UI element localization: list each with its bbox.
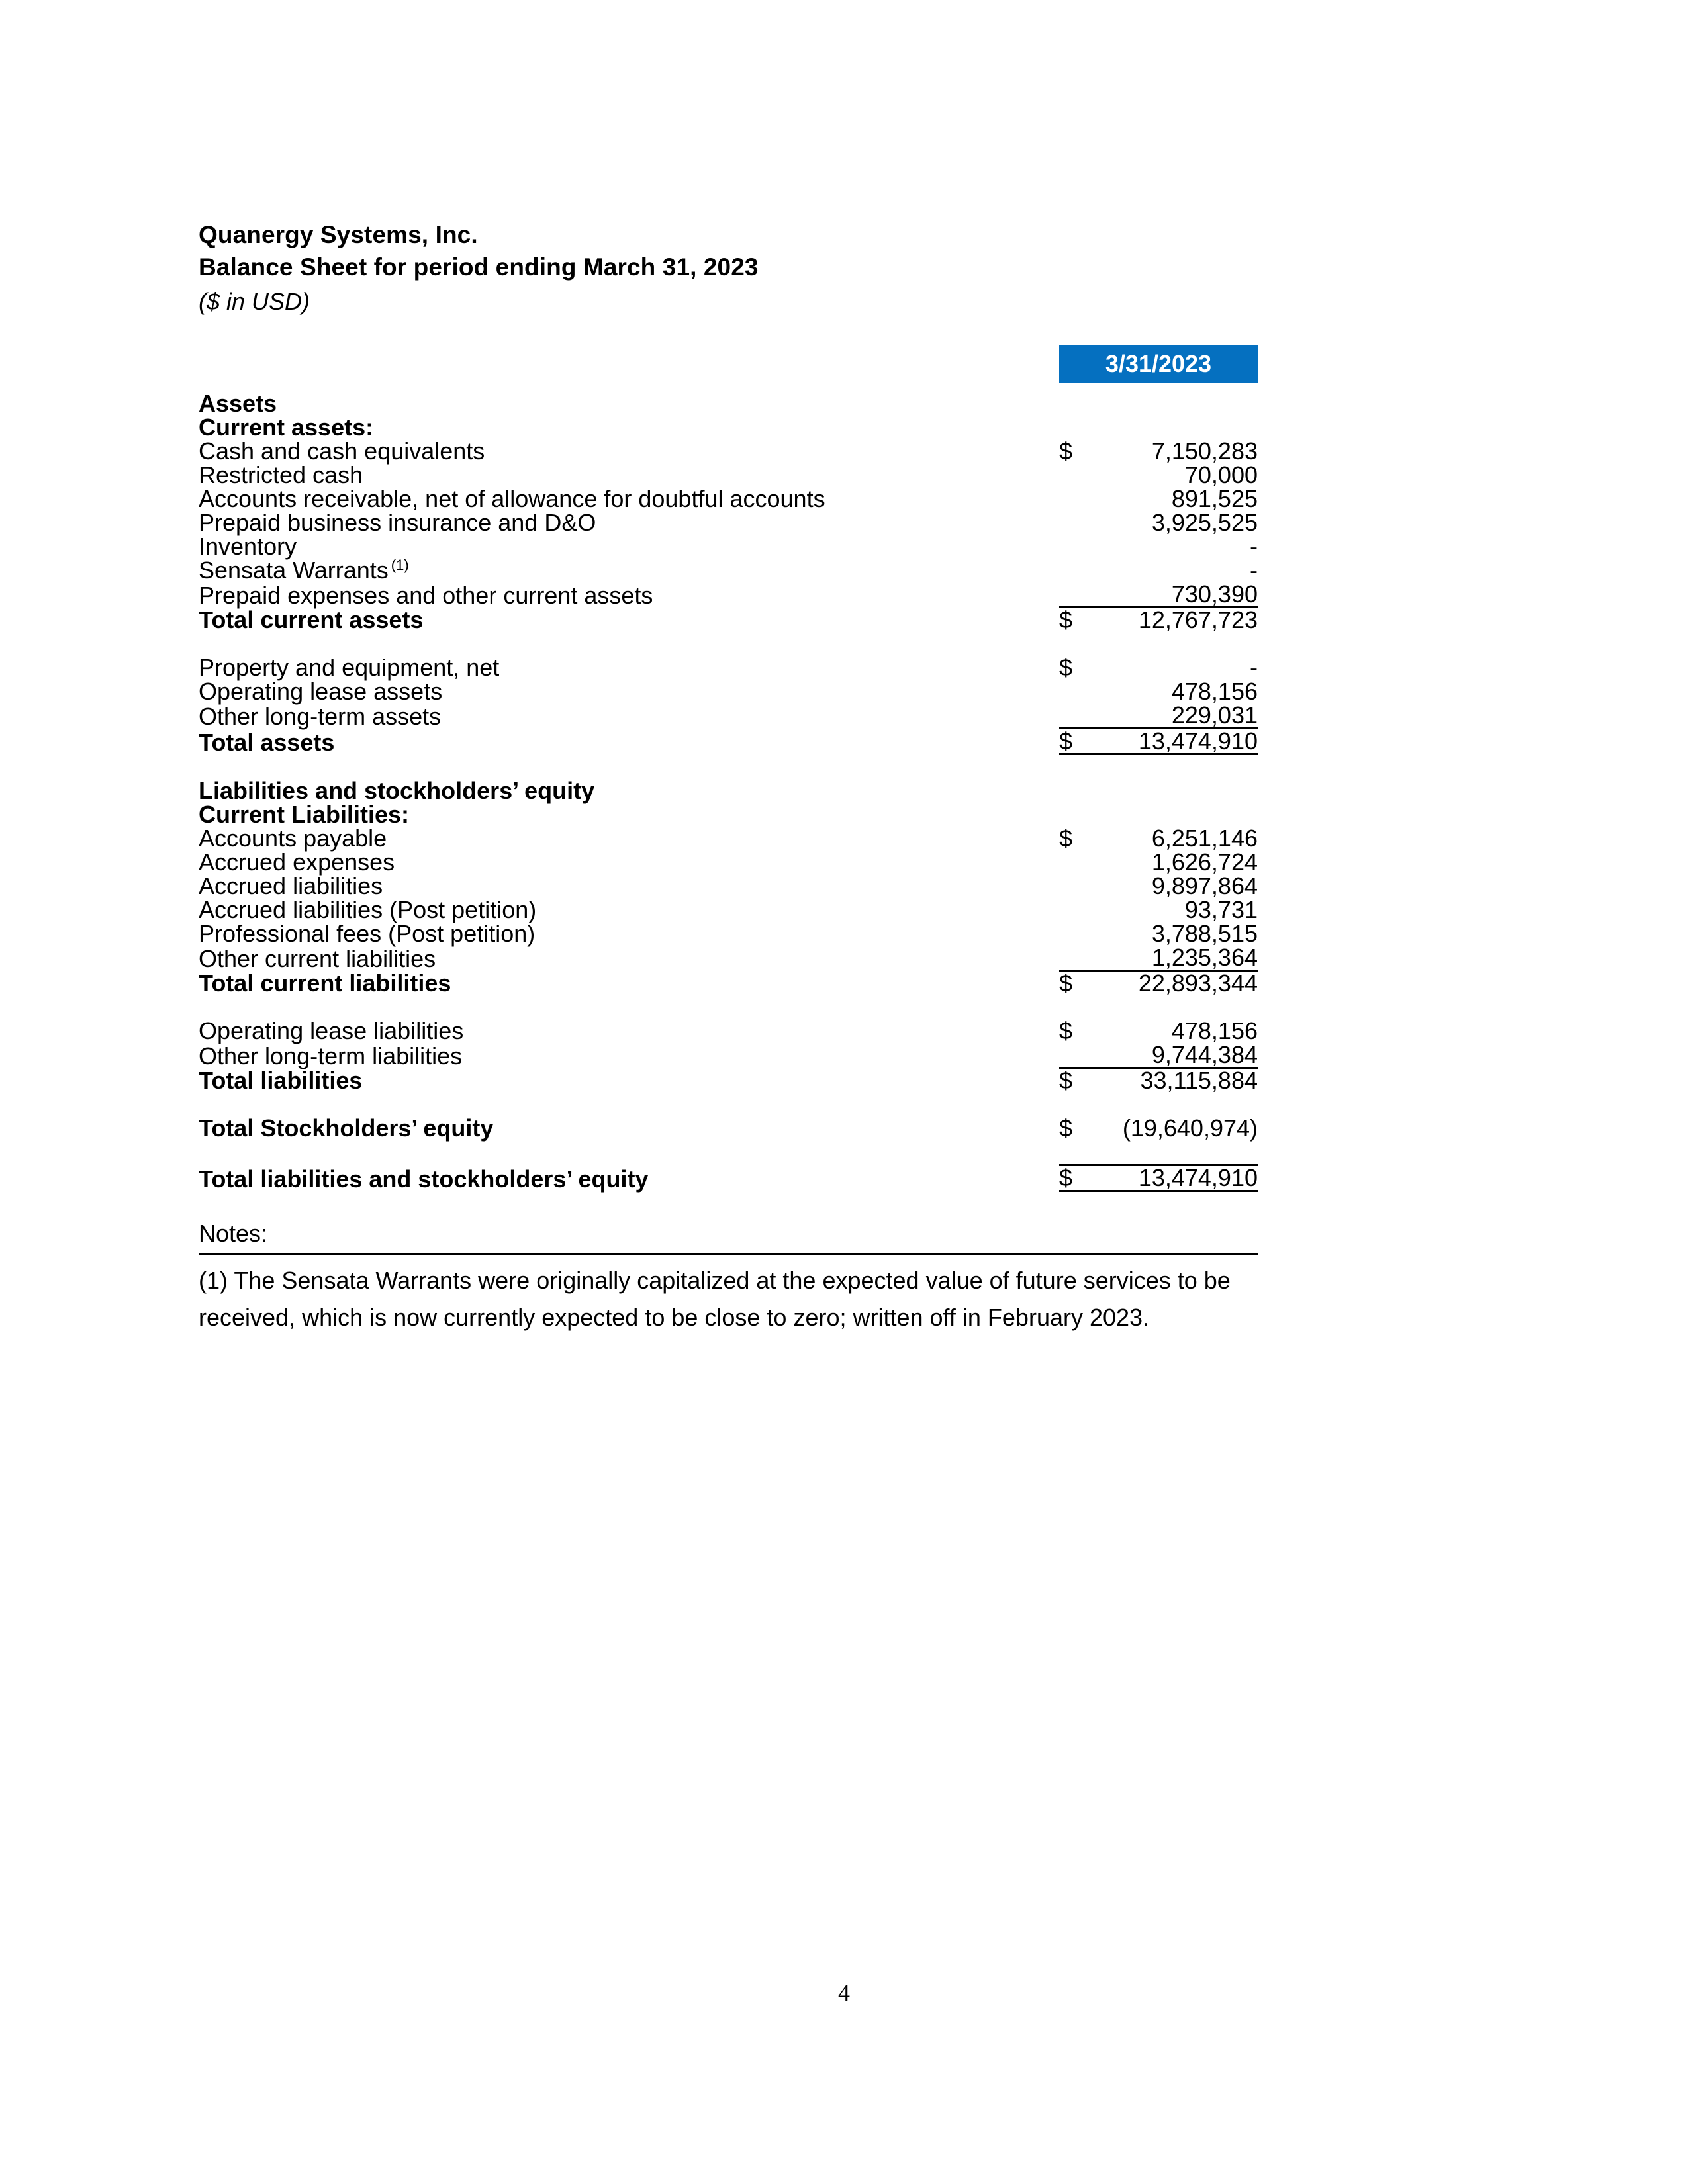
row-currency-accrued-liabilities-post — [1059, 898, 1099, 922]
row-label-total-current-liabilities: Total current liabilities — [199, 970, 451, 997]
page-number: 4 — [838, 1979, 850, 2006]
row-currency-total-assets: $ — [1059, 729, 1099, 754]
row-label-operating-lease-liabilities: Operating lease liabilities — [199, 1017, 464, 1045]
row-currency-other-long-term-assets — [1059, 704, 1099, 729]
row-label-sensata-warrants — [199, 559, 1059, 582]
row-currency-accrued-expenses — [1059, 850, 1099, 874]
row-label-other-current-liabilities: Other current liabilities — [199, 944, 436, 972]
period-date-header: 3/31/2023 — [1059, 345, 1258, 383]
row-label-accrued-liabilities-post: Accrued liabilities (Post petition) — [199, 896, 537, 924]
row-value-sensata-warrants: - — [1250, 557, 1258, 584]
table-row — [199, 1019, 1258, 1043]
spacer — [199, 995, 1258, 1019]
subsection-heading-current-assets — [199, 416, 1258, 439]
row-label-cash: Cash and cash equivalents — [199, 437, 485, 465]
table-row — [199, 680, 1258, 704]
table-row — [199, 582, 1258, 608]
row-value-other-current-liabilities: 1,235,364 — [1151, 944, 1258, 972]
subsection-heading-current-liabilities — [199, 803, 1258, 827]
row-currency-total-current-assets: $ — [1059, 608, 1099, 633]
table-row — [199, 1043, 1258, 1068]
row-label-total-current-assets: Total current assets — [199, 606, 424, 634]
units-note: ($ in USD) — [199, 288, 310, 316]
row-currency-restricted-cash — [1059, 463, 1099, 487]
spacer — [199, 632, 1258, 656]
table-row — [199, 463, 1258, 487]
row-value-operating-lease-assets: 478,156 — [1171, 678, 1258, 705]
row-value-total-current-assets: 12,767,723 — [1099, 608, 1258, 633]
total-row-stockholders-equity — [199, 1116, 1258, 1140]
footnote-1-text: (1) The Sensata Warrants were originally capitalized at the expected value of future services to be received, which is now currently expected to be close to zero; written off in February 2023. — [199, 1267, 1231, 1331]
assets-heading: Assets — [199, 390, 277, 418]
row-value-other-long-term-assets: 229,031 — [1171, 702, 1258, 729]
total-row-total-assets — [199, 729, 1258, 754]
statement-title: Balance Sheet for period ending March 31, 2023 — [199, 253, 759, 281]
sensata-warrants-text: Sensata Warrants — [199, 557, 389, 584]
table-row — [199, 535, 1258, 559]
row-currency-prepaid-expenses — [1059, 582, 1099, 608]
row-value-cash: 7,150,283 — [1151, 437, 1258, 465]
row-currency-total-liabilities: $ — [1059, 1068, 1099, 1093]
row-currency-other-current-liabilities — [1059, 946, 1099, 971]
table-row — [199, 487, 1258, 511]
row-currency-accounts-payable: $ — [1059, 825, 1073, 852]
table-row — [199, 922, 1258, 946]
table-row — [199, 898, 1258, 922]
row-value-prepaid-expenses: 730,390 — [1171, 580, 1258, 608]
spacer — [199, 754, 1258, 780]
liabilities-heading: Liabilities and stockholders’ equity — [199, 777, 595, 805]
spacer — [199, 1093, 1258, 1116]
spacer — [199, 1140, 1258, 1165]
row-value-total-stockholders-equity: (19,640,974) — [1122, 1115, 1258, 1142]
row-value-prepaid-insurance: 3,925,525 — [1151, 509, 1258, 537]
row-currency-prepaid-insurance — [1059, 511, 1099, 535]
notes-heading: Notes: — [199, 1218, 1258, 1255]
subtotal-row-total-current-assets — [199, 608, 1258, 633]
table-row — [199, 511, 1258, 535]
subtotal-row-total-current-liabilities — [199, 971, 1258, 996]
balance-sheet-table — [199, 392, 1258, 1192]
row-label-total-liabilities-and-equity: Total liabilities and stockholders’ equity — [199, 1165, 649, 1193]
row-currency-operating-lease-liabilities: $ — [1059, 1017, 1073, 1045]
column-header-row — [199, 345, 1258, 383]
row-currency-operating-lease-assets — [1059, 680, 1099, 704]
current-assets-heading: Current assets: — [199, 414, 374, 441]
section-heading-liabilities — [199, 779, 1258, 803]
row-value-accrued-expenses: 1,626,724 — [1151, 848, 1258, 876]
row-label-total-liabilities: Total liabilities — [199, 1067, 363, 1095]
footnote-marker-1: (1) — [391, 557, 409, 574]
row-label-prepaid-expenses: Prepaid expenses and other current assets — [199, 581, 653, 609]
row-currency-professional-fees-post — [1059, 922, 1099, 946]
row-label-professional-fees-post: Professional fees (Post petition) — [199, 920, 536, 948]
document-header — [199, 218, 1258, 318]
row-currency-property-equipment: $ — [1059, 654, 1073, 682]
row-currency-total-liabilities-and-equity: $ — [1059, 1165, 1099, 1191]
table-row — [199, 850, 1258, 874]
row-currency-sensata-warrants — [1059, 559, 1099, 582]
notes-section — [199, 1218, 1258, 1336]
table-row — [199, 946, 1258, 971]
row-value-professional-fees-post: 3,788,515 — [1151, 920, 1258, 948]
row-value-property-equipment: - — [1250, 654, 1258, 682]
row-value-accrued-liabilities: 9,897,864 — [1151, 872, 1258, 900]
row-value-total-liabilities-and-equity: 13,474,910 — [1099, 1165, 1258, 1191]
row-value-operating-lease-liabilities: 478,156 — [1171, 1017, 1258, 1045]
row-currency-total-current-liabilities: $ — [1059, 971, 1099, 996]
row-label-other-long-term-liabilities: Other long-term liabilities — [199, 1042, 463, 1069]
row-label-accrued-liabilities: Accrued liabilities — [199, 872, 383, 900]
row-currency-cash: $ — [1059, 437, 1073, 465]
row-currency-accrued-liabilities — [1059, 874, 1099, 898]
row-label-accounts-receivable: Accounts receivable, net of allowance for doubtful accounts — [199, 485, 825, 513]
row-value-total-liabilities: 33,115,884 — [1099, 1068, 1258, 1093]
row-value-accounts-receivable: 891,525 — [1171, 485, 1258, 513]
row-label-other-long-term-assets: Other long-term assets — [199, 702, 442, 730]
row-label-accrued-expenses: Accrued expenses — [199, 848, 395, 876]
table-row — [199, 704, 1258, 729]
row-label-prepaid-insurance: Prepaid business insurance and D&O — [199, 509, 596, 537]
row-currency-accounts-receivable — [1059, 487, 1099, 511]
row-label-total-assets: Total assets — [199, 728, 335, 756]
row-label-inventory: Inventory — [199, 533, 297, 561]
row-value-total-assets: 13,474,910 — [1099, 729, 1258, 754]
row-label-operating-lease-assets: Operating lease assets — [199, 678, 443, 705]
row-label-total-stockholders-equity: Total Stockholders’ equity — [199, 1115, 494, 1142]
row-label-accounts-payable: Accounts payable — [199, 825, 387, 852]
total-row-liabilities-and-equity — [199, 1165, 1258, 1191]
row-value-inventory: - — [1250, 533, 1258, 561]
row-currency-total-stockholders-equity: $ — [1059, 1115, 1073, 1142]
row-value-total-current-liabilities: 22,893,344 — [1099, 971, 1258, 996]
row-value-restricted-cash: 70,000 — [1184, 461, 1258, 489]
row-label-restricted-cash: Restricted cash — [199, 461, 363, 489]
section-heading-assets — [199, 392, 1258, 416]
current-liabilities-heading: Current Liabilities: — [199, 801, 410, 829]
table-row — [199, 559, 1258, 582]
table-row — [199, 827, 1258, 850]
row-value-accounts-payable: 6,251,146 — [1151, 825, 1258, 852]
total-row-total-liabilities — [199, 1068, 1258, 1093]
row-label-property-equipment: Property and equipment, net — [199, 654, 500, 682]
table-row — [199, 439, 1258, 463]
document-content — [199, 218, 1258, 1336]
company-name: Quanergy Systems, Inc. — [199, 221, 478, 248]
table-row — [199, 874, 1258, 898]
table-row — [199, 656, 1258, 680]
row-currency-other-long-term-liabilities — [1059, 1043, 1099, 1068]
row-currency-inventory — [1059, 535, 1099, 559]
row-value-accrued-liabilities-post: 93,731 — [1184, 896, 1258, 924]
row-value-other-long-term-liabilities: 9,744,384 — [1151, 1041, 1258, 1069]
